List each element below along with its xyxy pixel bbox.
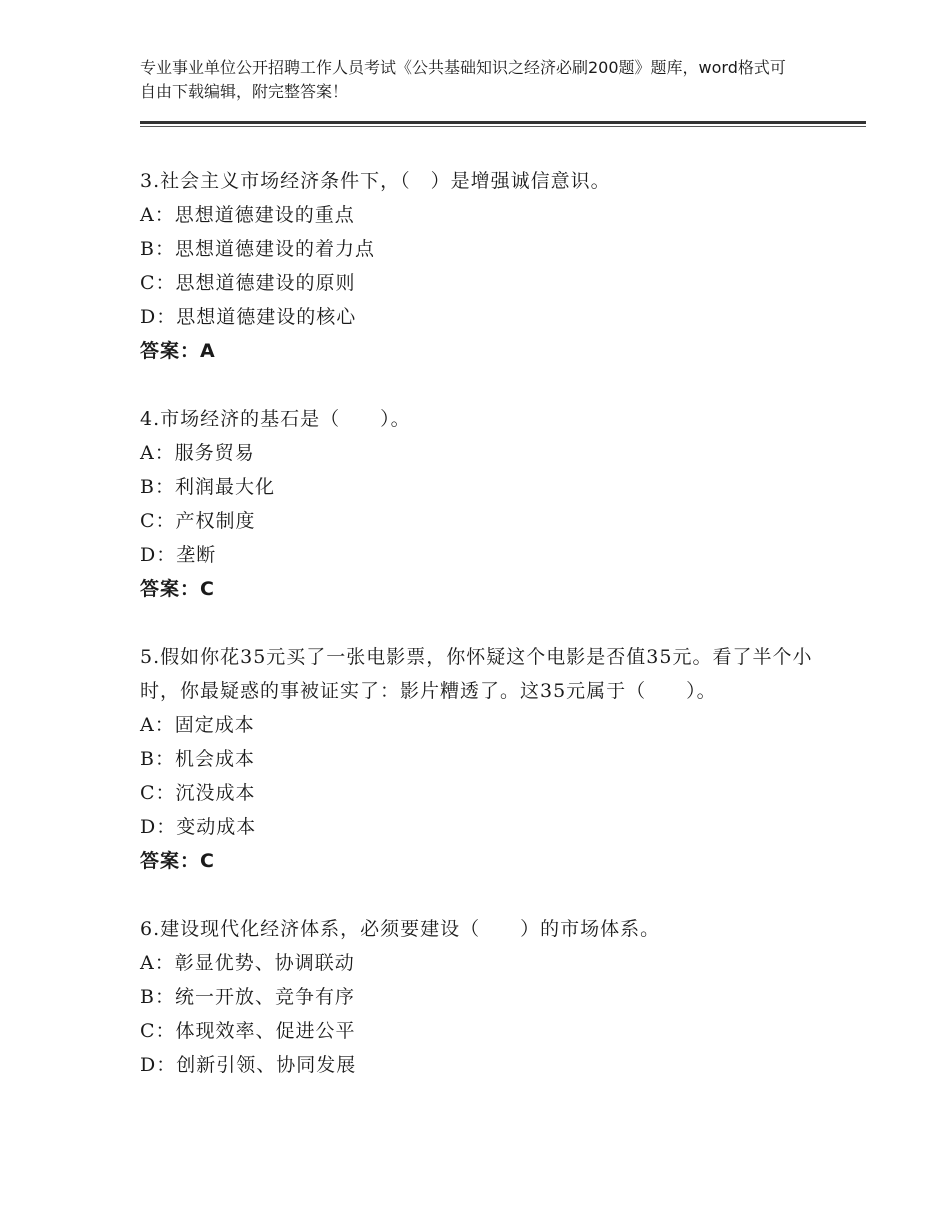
answer-option bbox=[140, 300, 830, 334]
option-letter: C： bbox=[140, 510, 176, 532]
option-text: 机会成本 bbox=[174, 748, 255, 770]
answer-option bbox=[140, 1048, 830, 1082]
document-header: 专业事业单位公开招聘工作人员考试《公共基础知识之经济必刷200题》题库，word格式可自由下载编辑，附完整答案！ bbox=[140, 58, 786, 101]
answer-option bbox=[140, 538, 830, 572]
option-text: 彰显优势、协调联动 bbox=[174, 952, 355, 974]
question-block bbox=[140, 912, 830, 1082]
answer-key: 答案：A bbox=[140, 340, 216, 362]
header-rule-thin bbox=[140, 126, 866, 127]
option-letter: D： bbox=[140, 816, 177, 838]
answer-option bbox=[140, 198, 830, 232]
option-text: 固定成本 bbox=[174, 714, 255, 736]
option-letter: D： bbox=[140, 306, 177, 328]
option-text: 体现效率、促进公平 bbox=[175, 1020, 356, 1042]
option-letter: B： bbox=[140, 238, 175, 260]
answer-key: 答案：C bbox=[140, 850, 215, 872]
option-letter: A： bbox=[140, 714, 175, 736]
option-letter: C： bbox=[140, 1020, 176, 1042]
option-letter: B： bbox=[140, 986, 175, 1008]
question-stem: 5.假如你花35元买了一张电影票，你怀疑这个电影是否值35元。看了半个小时，你最疑惑的事被证实了：影片糟透了。这35元属于（ ）。 bbox=[140, 646, 813, 702]
question-block bbox=[140, 402, 830, 606]
option-text: 垄断 bbox=[176, 544, 217, 566]
question-list bbox=[140, 164, 830, 1116]
question-stem: 4.市场经济的基石是（ ）。 bbox=[140, 408, 411, 430]
option-letter: A： bbox=[140, 442, 175, 464]
option-letter: A： bbox=[140, 952, 175, 974]
option-text: 统一开放、竞争有序 bbox=[174, 986, 355, 1008]
answer-option bbox=[140, 742, 830, 776]
answer-option bbox=[140, 1014, 830, 1048]
answer-option bbox=[140, 504, 830, 538]
answer-option bbox=[140, 266, 830, 300]
question-block bbox=[140, 164, 830, 368]
option-text: 变动成本 bbox=[176, 816, 257, 838]
question-stem: 6.建设现代化经济体系，必须要建设（ ）的市场体系。 bbox=[140, 918, 661, 940]
option-text: 产权制度 bbox=[175, 510, 256, 532]
option-text: 沉没成本 bbox=[175, 782, 256, 804]
option-letter: D： bbox=[140, 1054, 177, 1076]
answer-option bbox=[140, 776, 830, 810]
option-text: 创新引领、协同发展 bbox=[176, 1054, 357, 1076]
question-stem: 3.社会主义市场经济条件下，（ ）是增强诚信意识。 bbox=[140, 170, 611, 192]
question-block bbox=[140, 640, 830, 878]
answer-option bbox=[140, 232, 830, 266]
option-letter: D： bbox=[140, 544, 177, 566]
option-text: 利润最大化 bbox=[174, 476, 275, 498]
answer-option bbox=[140, 470, 830, 504]
option-letter: C： bbox=[140, 272, 176, 294]
option-letter: B： bbox=[140, 476, 175, 498]
option-text: 思想道德建设的重点 bbox=[174, 204, 355, 226]
option-letter: A： bbox=[140, 204, 175, 226]
answer-option bbox=[140, 708, 830, 742]
answer-option bbox=[140, 810, 830, 844]
answer-key: 答案：C bbox=[140, 578, 215, 600]
option-letter: C： bbox=[140, 782, 176, 804]
answer-option bbox=[140, 980, 830, 1014]
option-text: 思想道德建设的着力点 bbox=[174, 238, 375, 260]
option-text: 服务贸易 bbox=[174, 442, 255, 464]
header-rule-thick bbox=[140, 121, 866, 124]
answer-option bbox=[140, 436, 830, 470]
option-text: 思想道德建设的原则 bbox=[175, 272, 356, 294]
option-letter: B： bbox=[140, 748, 175, 770]
answer-option bbox=[140, 946, 830, 980]
option-text: 思想道德建设的核心 bbox=[176, 306, 357, 328]
